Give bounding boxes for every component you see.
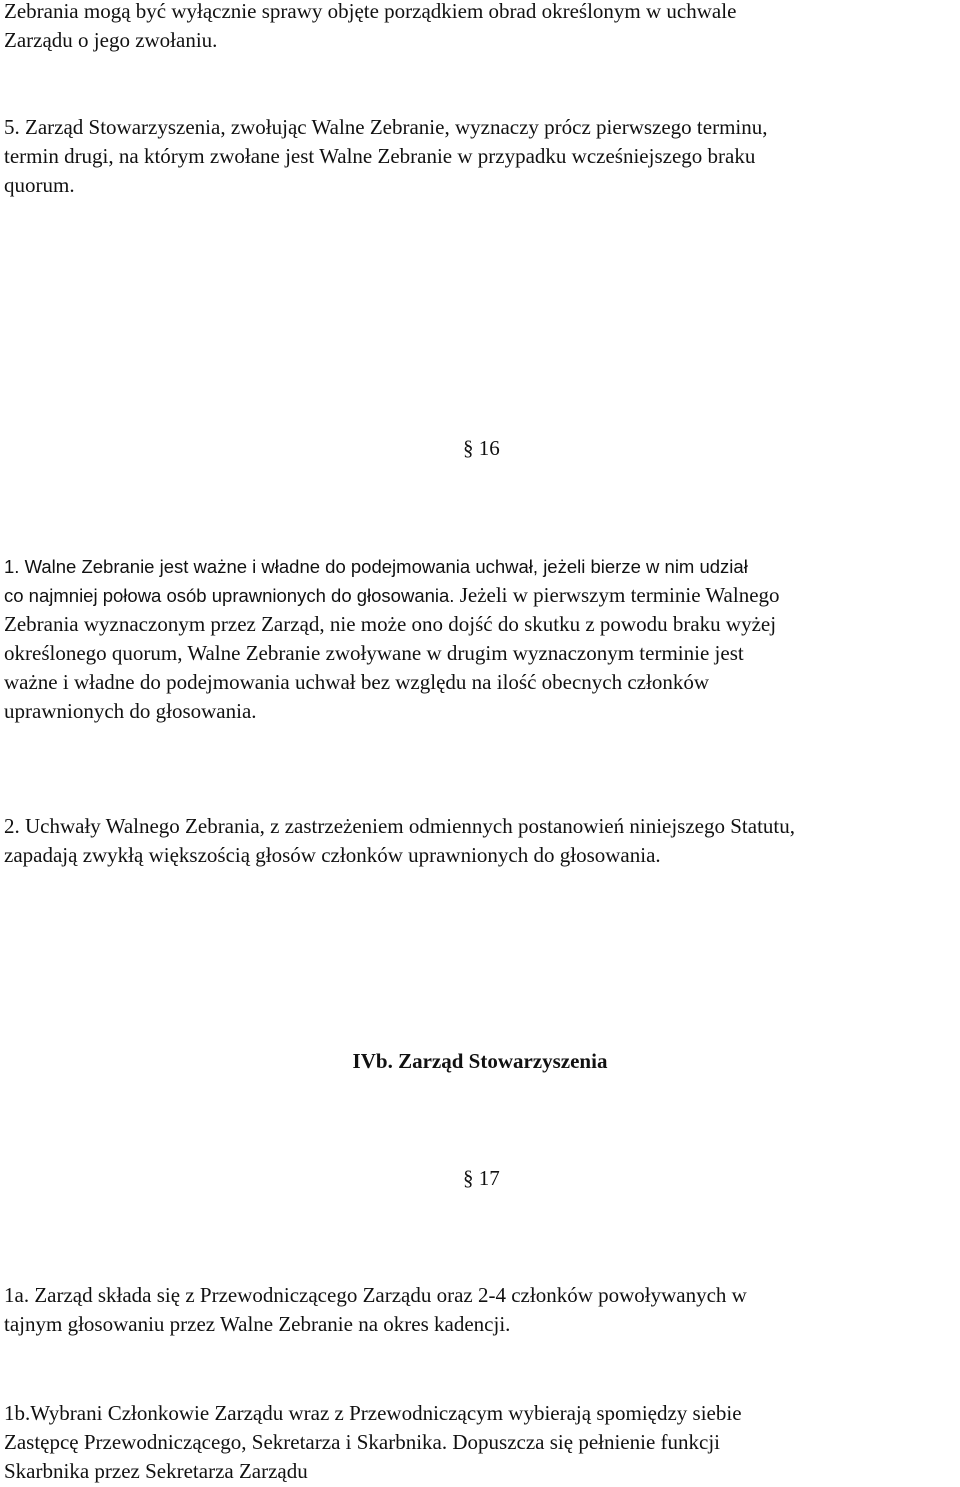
text-line: ważne i władne do podejmowania uchwał bez względu na ilość obecnych członków	[4, 670, 709, 694]
text-line: Zarządu o jego zwołaniu.	[4, 28, 218, 52]
section-16-label: § 16	[463, 436, 500, 460]
text-line: określonego quorum, Walne Zebranie zwoływane w drugim wyznaczonym terminie jest	[4, 641, 744, 665]
text-fragment-serif: Jeżeli w pierwszym terminie Walnego	[454, 583, 780, 607]
text-line: uprawnionych do głosowania.	[4, 699, 257, 723]
text-line: 1. Walne Zebranie jest ważne i władne do podejmowania uchwał, jeżeli bierze w nim udział	[4, 556, 748, 577]
text-line: quorum.	[4, 173, 75, 197]
continuation-paragraph	[4, 0, 956, 55]
text-line: Zebrania mogą być wyłącznie sprawy objęte porządkiem obrad określonym w uchwale	[4, 0, 737, 23]
text-line: tajnym głosowaniu przez Walne Zebranie na okres kadencji.	[4, 1312, 511, 1336]
section-17-label: § 17	[463, 1166, 500, 1190]
text-line: Zebrania wyznaczonym przez Zarząd, nie może ono dojść do skutku z powodu braku wyżej	[4, 612, 777, 636]
text-line: 2. Uchwały Walnego Zebrania, z zastrzeżeniem odmiennych postanowień niniejszego Statutu,	[4, 814, 795, 838]
text-line: Zastępcę Przewodniczącego, Sekretarza i Skarbnika. Dopuszcza się pełnienie funkcji	[4, 1430, 721, 1454]
section-17-item-1b	[4, 1399, 956, 1486]
text-line: Skarbnika przez Sekretarza Zarządu	[4, 1459, 308, 1483]
text-fragment-sans: co najmniej połowa osób uprawnionych do głosowania.	[4, 585, 455, 606]
text-line: 5. Zarząd Stowarzyszenia, zwołując Walne Zebranie, wyznaczy prócz pierwszego terminu,	[4, 115, 768, 139]
text-line: 1b.Wybrani Członkowie Zarządu wraz z Przewodniczącym wybierają spomiędzy siebie	[4, 1401, 742, 1425]
text-line: 1a. Zarząd składa się z Przewodniczącego Zarządu oraz 2-4 członków powoływanych w	[4, 1283, 747, 1307]
paragraph-item-5	[4, 113, 956, 200]
text-line: zapadają zwykłą większością głosów członków uprawnionych do głosowania.	[4, 843, 661, 867]
chapter-heading: IVb. Zarząd Stowarzyszenia	[352, 1049, 608, 1073]
text-line	[4, 581, 956, 610]
section-16-item-1	[4, 552, 956, 726]
text-line: termin drugi, na którym zwołane jest Walne Zebranie w przypadku wcześniejszego braku	[4, 144, 756, 168]
section-17-item-1a	[4, 1281, 956, 1339]
section-16-item-2	[4, 812, 956, 870]
